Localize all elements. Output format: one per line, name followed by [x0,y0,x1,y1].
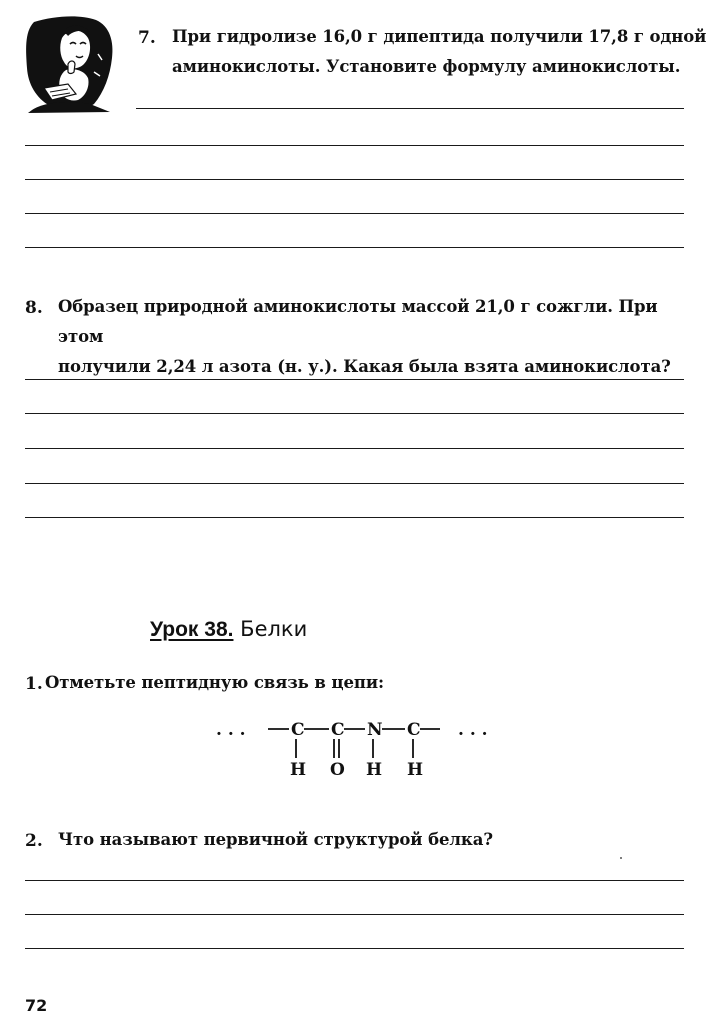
answer-line[interactable] [25,914,684,915]
answer-line[interactable] [25,379,684,380]
formula-right-dots: . . . [458,720,488,740]
task-7-number: 7. [138,28,156,48]
formula-atom-h1: H [290,760,307,780]
answer-line[interactable] [25,948,684,949]
lesson-heading [150,617,307,642]
formula-atom-c3: C [407,720,421,740]
task-8-number: 8. [25,298,43,318]
answer-line[interactable] [25,247,684,248]
task-8-line-2: получили 2,24 л азота (н. у.). Какая была взята аминокислота? [58,357,671,376]
peptide-chain-formula[interactable] [212,718,502,784]
formula-left-dots: . . . [216,720,246,740]
answer-line[interactable] [25,413,684,414]
lesson-task-1-text: Отметьте пептидную связь в цепи: [45,673,385,692]
lesson-topic: Белки [240,617,308,641]
lesson-task-2-text: Что называют первичной структурой белка? [58,830,493,849]
answer-line[interactable] [25,517,684,518]
formula-atom-n: N [367,720,383,740]
lesson-task-1-number: 1. [25,674,43,694]
lesson-task-2-number: 2. [25,831,43,851]
formula-atom-c2: C [331,720,345,740]
answer-line[interactable] [25,145,684,146]
answer-line[interactable] [25,213,684,214]
task-7-line-1: При гидролизе 16,0 г дипептида получили 17,8 г одной [172,27,707,46]
thinking-boy-illustration [24,14,116,114]
task-8-text [58,292,708,382]
answer-line[interactable] [25,179,684,180]
formula-atom-o: O [330,760,345,780]
task-7-line-2: аминокислоты. Установите формулу аминокислоты. [172,57,681,76]
page-number: 72 [25,996,48,1015]
answer-line[interactable] [25,483,684,484]
answer-line[interactable] [136,108,684,109]
task-8-line-1: Образец природной аминокислоты массой 21,0 г сожгли. При этом [58,297,658,346]
answer-line[interactable] [25,880,684,881]
formula-atom-h3: H [407,760,424,780]
answer-line[interactable] [25,448,684,449]
task-7-text [172,22,706,82]
formula-atom-h2: H [366,760,383,780]
lesson-number: Урок 38. [150,618,234,641]
formula-atom-c1: C [291,720,305,740]
print-speck [620,857,622,859]
